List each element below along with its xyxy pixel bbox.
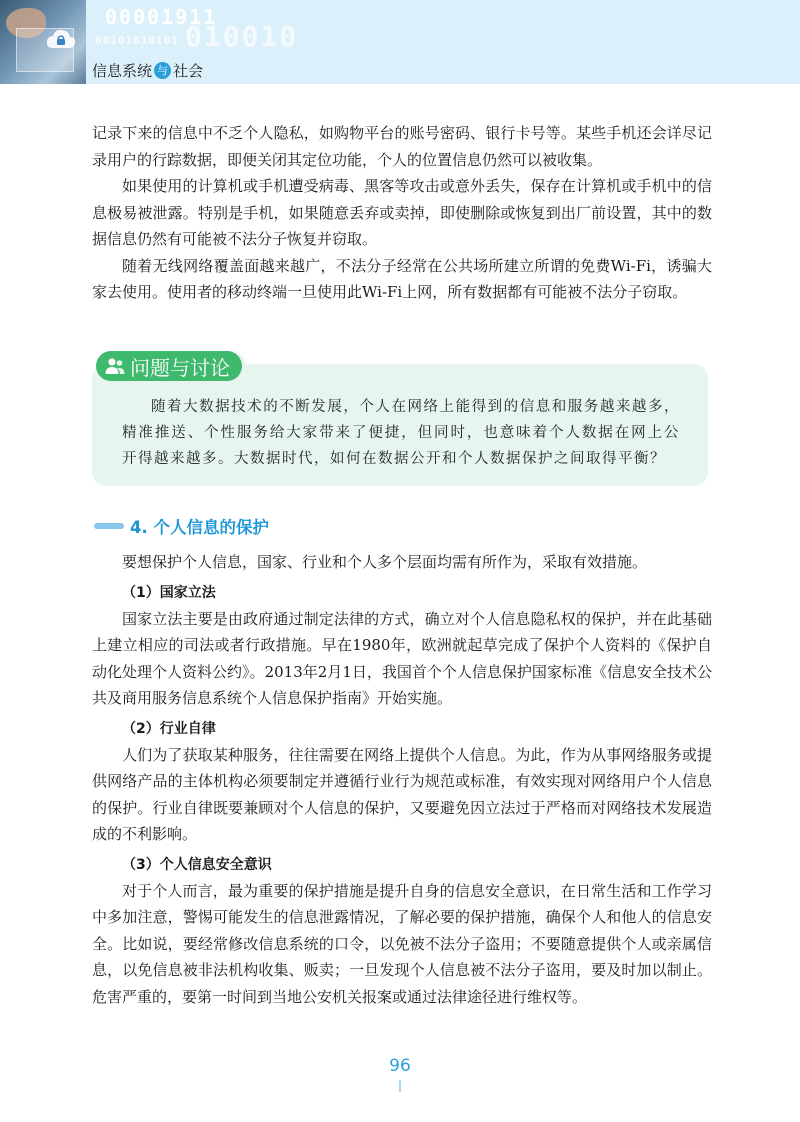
section-title: 4. 个人信息的保护	[130, 518, 269, 537]
binary-decoration	[95, 0, 325, 58]
book-title	[92, 60, 203, 80]
section-heading	[94, 514, 269, 538]
paragraph: 记录下来的信息中不乏个人隐私，如购物平台的账号密码、银行卡号等。某些手机还会详尽记录用户的行踪数据，即便关闭其定位功能，个人的位置信息仍然可以被收集。	[92, 124, 712, 169]
discussion-tag-label: 问题与讨论	[130, 355, 230, 380]
subsection-text-3: 对于个人而言，最为重要的保护措施是提升自身的信息安全意识，在日常生活和工作学习中多加注意，警惕可能发生的信息泄露情况，了解必要的保护措施，确保个人和他人的信息安全。比如说，要经常修改信息系统的口令，以免被不法分子盗用；不要随意提供个人或亲属信息，以免信息被非法机构收集、贩卖；一旦发现个人信息被不法分子盗用，要及时加以制止。危害严重的，要第一时间到当地公安机关报案或通过法律途径进行维权等。	[92, 881, 712, 1006]
binary-line-2: 00101010101	[95, 34, 179, 47]
section-bar-decoration	[94, 523, 124, 529]
header-photo	[0, 0, 86, 84]
section-body	[92, 549, 712, 1010]
paragraph: 随着无线网络覆盖面越来越广，不法分子经常在公共场所建立所谓的免费Wi-Fi，诱骗大家去使用。使用者的移动终端一旦使用此Wi-Fi上网，所有数据都有可能被不法分子窃取。	[92, 256, 712, 301]
subsection-text-1: 国家立法主要是由政府通过制定法律的方式，确立对个人信息隐私权的保护，并在此基础上建立相应的司法或者行政措施。早在1980年，欧洲就起草完成了保护个人资料的《保护自动化处理个人资料公约》。2013年2月1日，我国首个个人信息保护国家标准《信息安全技术公共及商用服务信息系统个人信息保护指南》开始实施。	[92, 609, 712, 707]
page-header	[0, 0, 800, 84]
page-number-tick-decoration	[399, 1080, 401, 1092]
subsection-text-2: 人们为了获取某种服务，往往需要在网络上提供个人信息。为此，作为从事网络服务或提供网络产品的主体机构必须要制定并遵循行业行为规范或标准，有效实现对网络用户个人信息的保护。行业自律既要兼顾对个人信息的保护，又要避免因立法过于严格而对网络技术发展造成的不利影响。	[92, 745, 712, 843]
discussion-text: 随着大数据技术的不断发展，个人在网络上能得到的信息和服务越来越多，精准推送、个性服务给大家带来了便捷，但同时，也意味着个人数据在网上公开得越来越多。大数据时代，如何在数据公开和个人数据保护之间取得平衡？	[122, 399, 680, 467]
subsection-title-3: （3）个人信息安全意识	[122, 856, 272, 873]
book-title-connector: 与	[154, 62, 171, 79]
subsection-title-1: （1）国家立法	[122, 584, 216, 601]
page-number: 96	[389, 1056, 411, 1076]
binary-line-3: 010010	[185, 20, 299, 53]
book-title-part2: 社会	[173, 61, 204, 80]
subsection-title-2: （2）行业自律	[122, 720, 216, 737]
cloud-lock-icon	[44, 26, 78, 52]
people-icon	[104, 357, 126, 375]
section-lead: 要想保护个人信息，国家、行业和个人多个层面均需有所作为，采取有效措施。	[122, 553, 648, 571]
intro-text	[92, 120, 712, 306]
paragraph: 如果使用的计算机或手机遭受病毒、黑客等攻击或意外丢失，保存在计算机或手机中的信息极易被泄露。特别是手机，如果随意丢弃或卖掉，即使删除或恢复到出厂前设置，其中的数据信息仍然有可能被不法分子恢复并窃取。	[92, 177, 712, 248]
binary-line-1: 00001911	[105, 5, 218, 29]
book-title-part1: 信息系统	[92, 61, 153, 80]
discussion-tag	[96, 351, 242, 381]
